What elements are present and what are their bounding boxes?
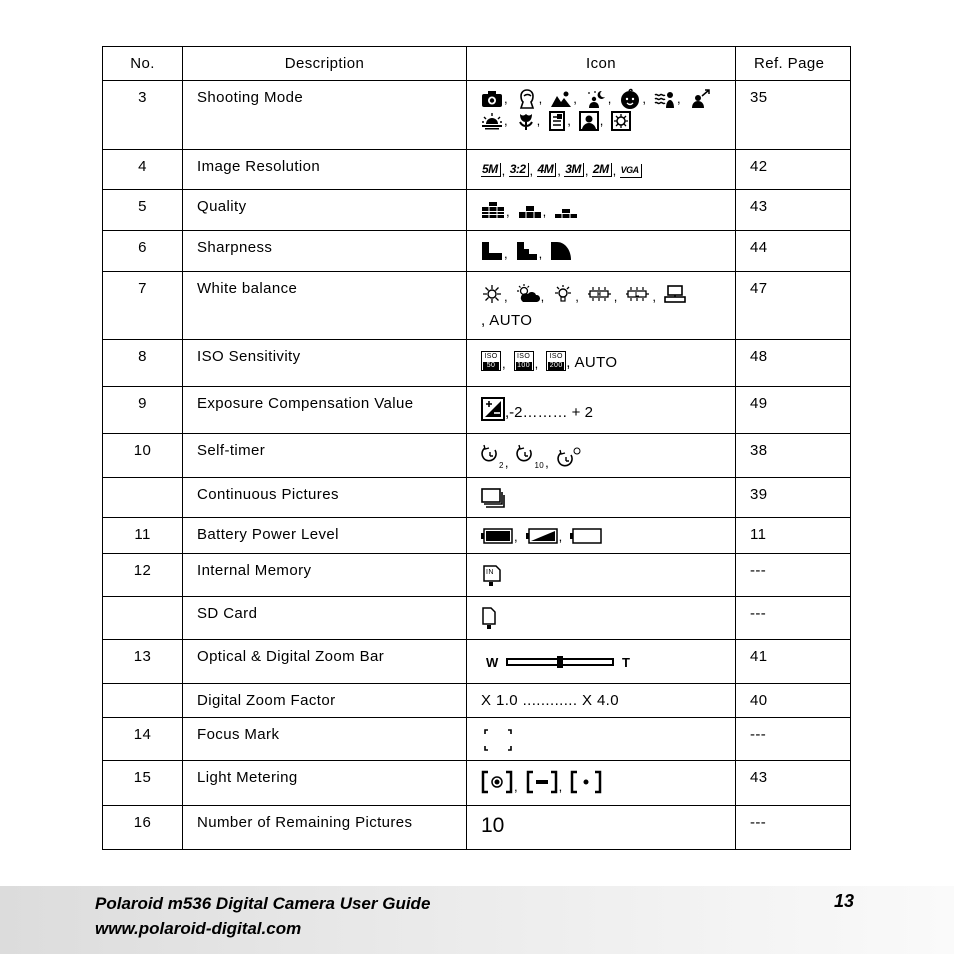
quality-normal-icon <box>518 201 542 219</box>
quality-economy-icon <box>554 201 578 219</box>
row-icons: , , <box>467 231 736 272</box>
sharpness-soft-icon <box>550 241 572 261</box>
header-description: Description <box>183 47 467 81</box>
header-no: No. <box>103 47 183 81</box>
row-number: 8 <box>103 340 183 387</box>
table-row <box>103 518 851 554</box>
daylight-icon <box>481 284 503 304</box>
row-description: Number of Remaining Pictures <box>183 806 467 850</box>
night-scene-icon <box>585 89 607 109</box>
iso-value: 200 <box>549 362 563 369</box>
row-ref-page: 44 <box>736 231 851 272</box>
row-description: Internal Memory <box>183 554 467 597</box>
camera-icon <box>481 90 503 108</box>
row-ref-page: 35 <box>736 81 851 150</box>
auto-scene-icon <box>611 111 631 131</box>
iso-top-label: ISO <box>484 353 498 360</box>
fireworks-icon <box>654 89 676 109</box>
metering-spot-icon <box>570 770 602 794</box>
row-number: 6 <box>103 231 183 272</box>
self-timer-10s-icon <box>516 444 544 470</box>
iso-50-icon <box>481 351 501 371</box>
internal-memory-label: IN <box>486 569 494 576</box>
text-icon <box>548 111 566 131</box>
row-icons: 5M , 3:2 , 4M , 3M , 2M , VGA <box>467 150 736 190</box>
row-number: 15 <box>103 761 183 806</box>
battery-half-icon <box>526 528 558 544</box>
row-description: Quality <box>183 190 467 231</box>
row-number: 16 <box>103 806 183 850</box>
row-icons <box>467 718 736 761</box>
row-description: Battery Power Level <box>183 518 467 554</box>
backlight-icon <box>689 89 711 109</box>
cloudy-icon <box>516 284 540 304</box>
feature-table <box>102 46 851 850</box>
table-row <box>103 554 851 597</box>
row-icons <box>467 640 736 684</box>
iso-auto-label: , AUTO <box>566 354 618 371</box>
table-row <box>103 640 851 684</box>
metering-average-icon <box>526 770 558 794</box>
iso-value: 50 <box>483 362 499 370</box>
row-icons <box>467 387 736 434</box>
row-number: 3 <box>103 81 183 150</box>
row-description: Light Metering <box>183 761 467 806</box>
table-row <box>103 340 851 387</box>
row-icons: ISO 50 , ISO 100 , ISO 200 , AUTO <box>467 340 736 387</box>
row-number: 11 <box>103 518 183 554</box>
sharpness-normal-icon <box>516 241 538 261</box>
iso-top-label: ISO <box>516 353 531 360</box>
white-balance-auto-label: , AUTO <box>481 312 533 329</box>
self-timer-10s-label: 10 <box>534 461 545 470</box>
row-ref-page: 42 <box>736 150 851 190</box>
row-ref-page: 38 <box>736 434 851 478</box>
focus-mark-icon <box>481 728 515 752</box>
row-ref-page: --- <box>736 806 851 850</box>
row-icons: , , <box>467 518 736 554</box>
row-description: Exposure Compensation Value <box>183 387 467 434</box>
zoom-wide-label: W <box>486 655 499 671</box>
internal-memory-icon <box>481 563 503 587</box>
fluorescent-h-icon <box>587 284 613 304</box>
row-number: 4 <box>103 150 183 190</box>
row-icons: , , , , , , AUTO <box>467 272 736 340</box>
row-number: 9 <box>103 387 183 434</box>
row-number: 13 <box>103 640 183 684</box>
row-icons <box>467 554 736 597</box>
table-row <box>103 806 851 850</box>
metering-center-icon <box>481 770 513 794</box>
zoom-position-marker <box>557 656 563 668</box>
row-description: Shooting Mode <box>183 81 467 150</box>
table-row <box>103 231 851 272</box>
row-ref-page: 39 <box>736 478 851 518</box>
self-timer-double-icon <box>557 447 581 467</box>
table-header-row <box>103 47 851 81</box>
table-row <box>103 718 851 761</box>
row-description: Self-timer <box>183 434 467 478</box>
self-timer-2s-label: 2 <box>499 461 504 470</box>
header-icon: Icon <box>467 47 736 81</box>
row-number: 12 <box>103 554 183 597</box>
landscape-icon <box>550 90 572 108</box>
row-number: 5 <box>103 190 183 231</box>
row-ref-page: --- <box>736 718 851 761</box>
table-row <box>103 81 851 150</box>
self-timer-2s-icon <box>481 444 504 470</box>
fluorescent-l-icon <box>625 284 651 304</box>
row-icons: $_2$, $_{10}$, <box>467 434 736 478</box>
resolution-5m-icon: 5M <box>481 163 501 177</box>
iso-100-icon <box>514 351 534 371</box>
remaining-pictures-count: 10 <box>467 806 736 850</box>
row-ref-page: 48 <box>736 340 851 387</box>
table-row <box>103 272 851 340</box>
row-description: White balance <box>183 272 467 340</box>
resolution-3-2-icon: 3:2 <box>509 163 529 177</box>
battery-full-icon <box>481 528 513 544</box>
id-photo-icon <box>579 111 599 131</box>
table-row <box>103 434 851 478</box>
table-row <box>103 761 851 806</box>
iso-200-icon <box>546 351 566 371</box>
row-ref-page: 49 <box>736 387 851 434</box>
row-description: Focus Mark <box>183 718 467 761</box>
continuous-shot-icon <box>481 488 507 510</box>
row-ref-page: --- <box>736 597 851 640</box>
header-ref-page: Ref. Page <box>736 47 851 81</box>
table-row <box>103 387 851 434</box>
row-description: Image Resolution <box>183 150 467 190</box>
resolution-2m-icon: 2M <box>592 163 612 177</box>
resolution-4m-icon: 4M <box>537 163 557 177</box>
macro-icon <box>516 111 536 131</box>
custom-wb-icon <box>664 284 686 304</box>
zoom-bar-icon <box>481 655 641 671</box>
row-number: 7 <box>103 272 183 340</box>
row-ref-page: 41 <box>736 640 851 684</box>
row-ref-page: 43 <box>736 761 851 806</box>
row-icons <box>467 597 736 640</box>
row-ref-page: --- <box>736 554 851 597</box>
row-ref-page: 47 <box>736 272 851 340</box>
page-footer <box>0 886 954 954</box>
resolution-3m-icon: 3M <box>564 163 584 177</box>
row-description: Optical & Digital Zoom Bar <box>183 640 467 684</box>
table-row <box>103 478 851 518</box>
baby-icon <box>619 88 641 110</box>
quality-fine-icon <box>481 201 505 219</box>
guide-title: Polaroid m536 Digital Camera User Guide <box>95 894 431 913</box>
row-number <box>103 478 183 518</box>
row-description: SD Card <box>183 597 467 640</box>
page-number: 13 <box>834 891 855 911</box>
iso-value: 100 <box>517 362 531 369</box>
row-ref-page: 11 <box>736 518 851 554</box>
iso-top-label: ISO <box>549 353 563 360</box>
table-row <box>103 684 851 718</box>
row-ref-page: 40 <box>736 684 851 718</box>
row-ref-page: 43 <box>736 190 851 231</box>
row-number: 10 <box>103 434 183 478</box>
row-icons <box>467 478 736 518</box>
tungsten-icon <box>552 284 574 304</box>
sunset-icon <box>481 112 503 130</box>
digital-zoom-factor-text: X 1.0 ............ X 4.0 <box>467 684 736 718</box>
row-description: ISO Sensitivity <box>183 340 467 387</box>
sharpness-sharp-icon <box>481 241 503 261</box>
battery-empty-icon <box>570 528 602 544</box>
row-icons: , , <box>467 761 736 806</box>
portrait-icon <box>516 88 538 110</box>
exposure-compensation-icon <box>481 397 505 421</box>
row-description: Digital Zoom Factor <box>183 684 467 718</box>
row-description: Continuous Pictures <box>183 478 467 518</box>
resolution-vga-icon: VGA <box>620 164 642 178</box>
row-number <box>103 597 183 640</box>
row-icons: , , <box>467 190 736 231</box>
website-url: www.polaroid-digital.com <box>95 919 302 938</box>
row-number: 14 <box>103 718 183 761</box>
zoom-tele-label: T <box>622 655 631 671</box>
table-row <box>103 190 851 231</box>
row-number <box>103 684 183 718</box>
exposure-range: ,-2……… + 2 <box>505 404 593 421</box>
table-row <box>103 150 851 190</box>
table-row <box>103 597 851 640</box>
row-icons: , , , , , , , , , , <box>467 81 736 150</box>
sd-card-icon <box>481 606 497 630</box>
row-description: Sharpness <box>183 231 467 272</box>
